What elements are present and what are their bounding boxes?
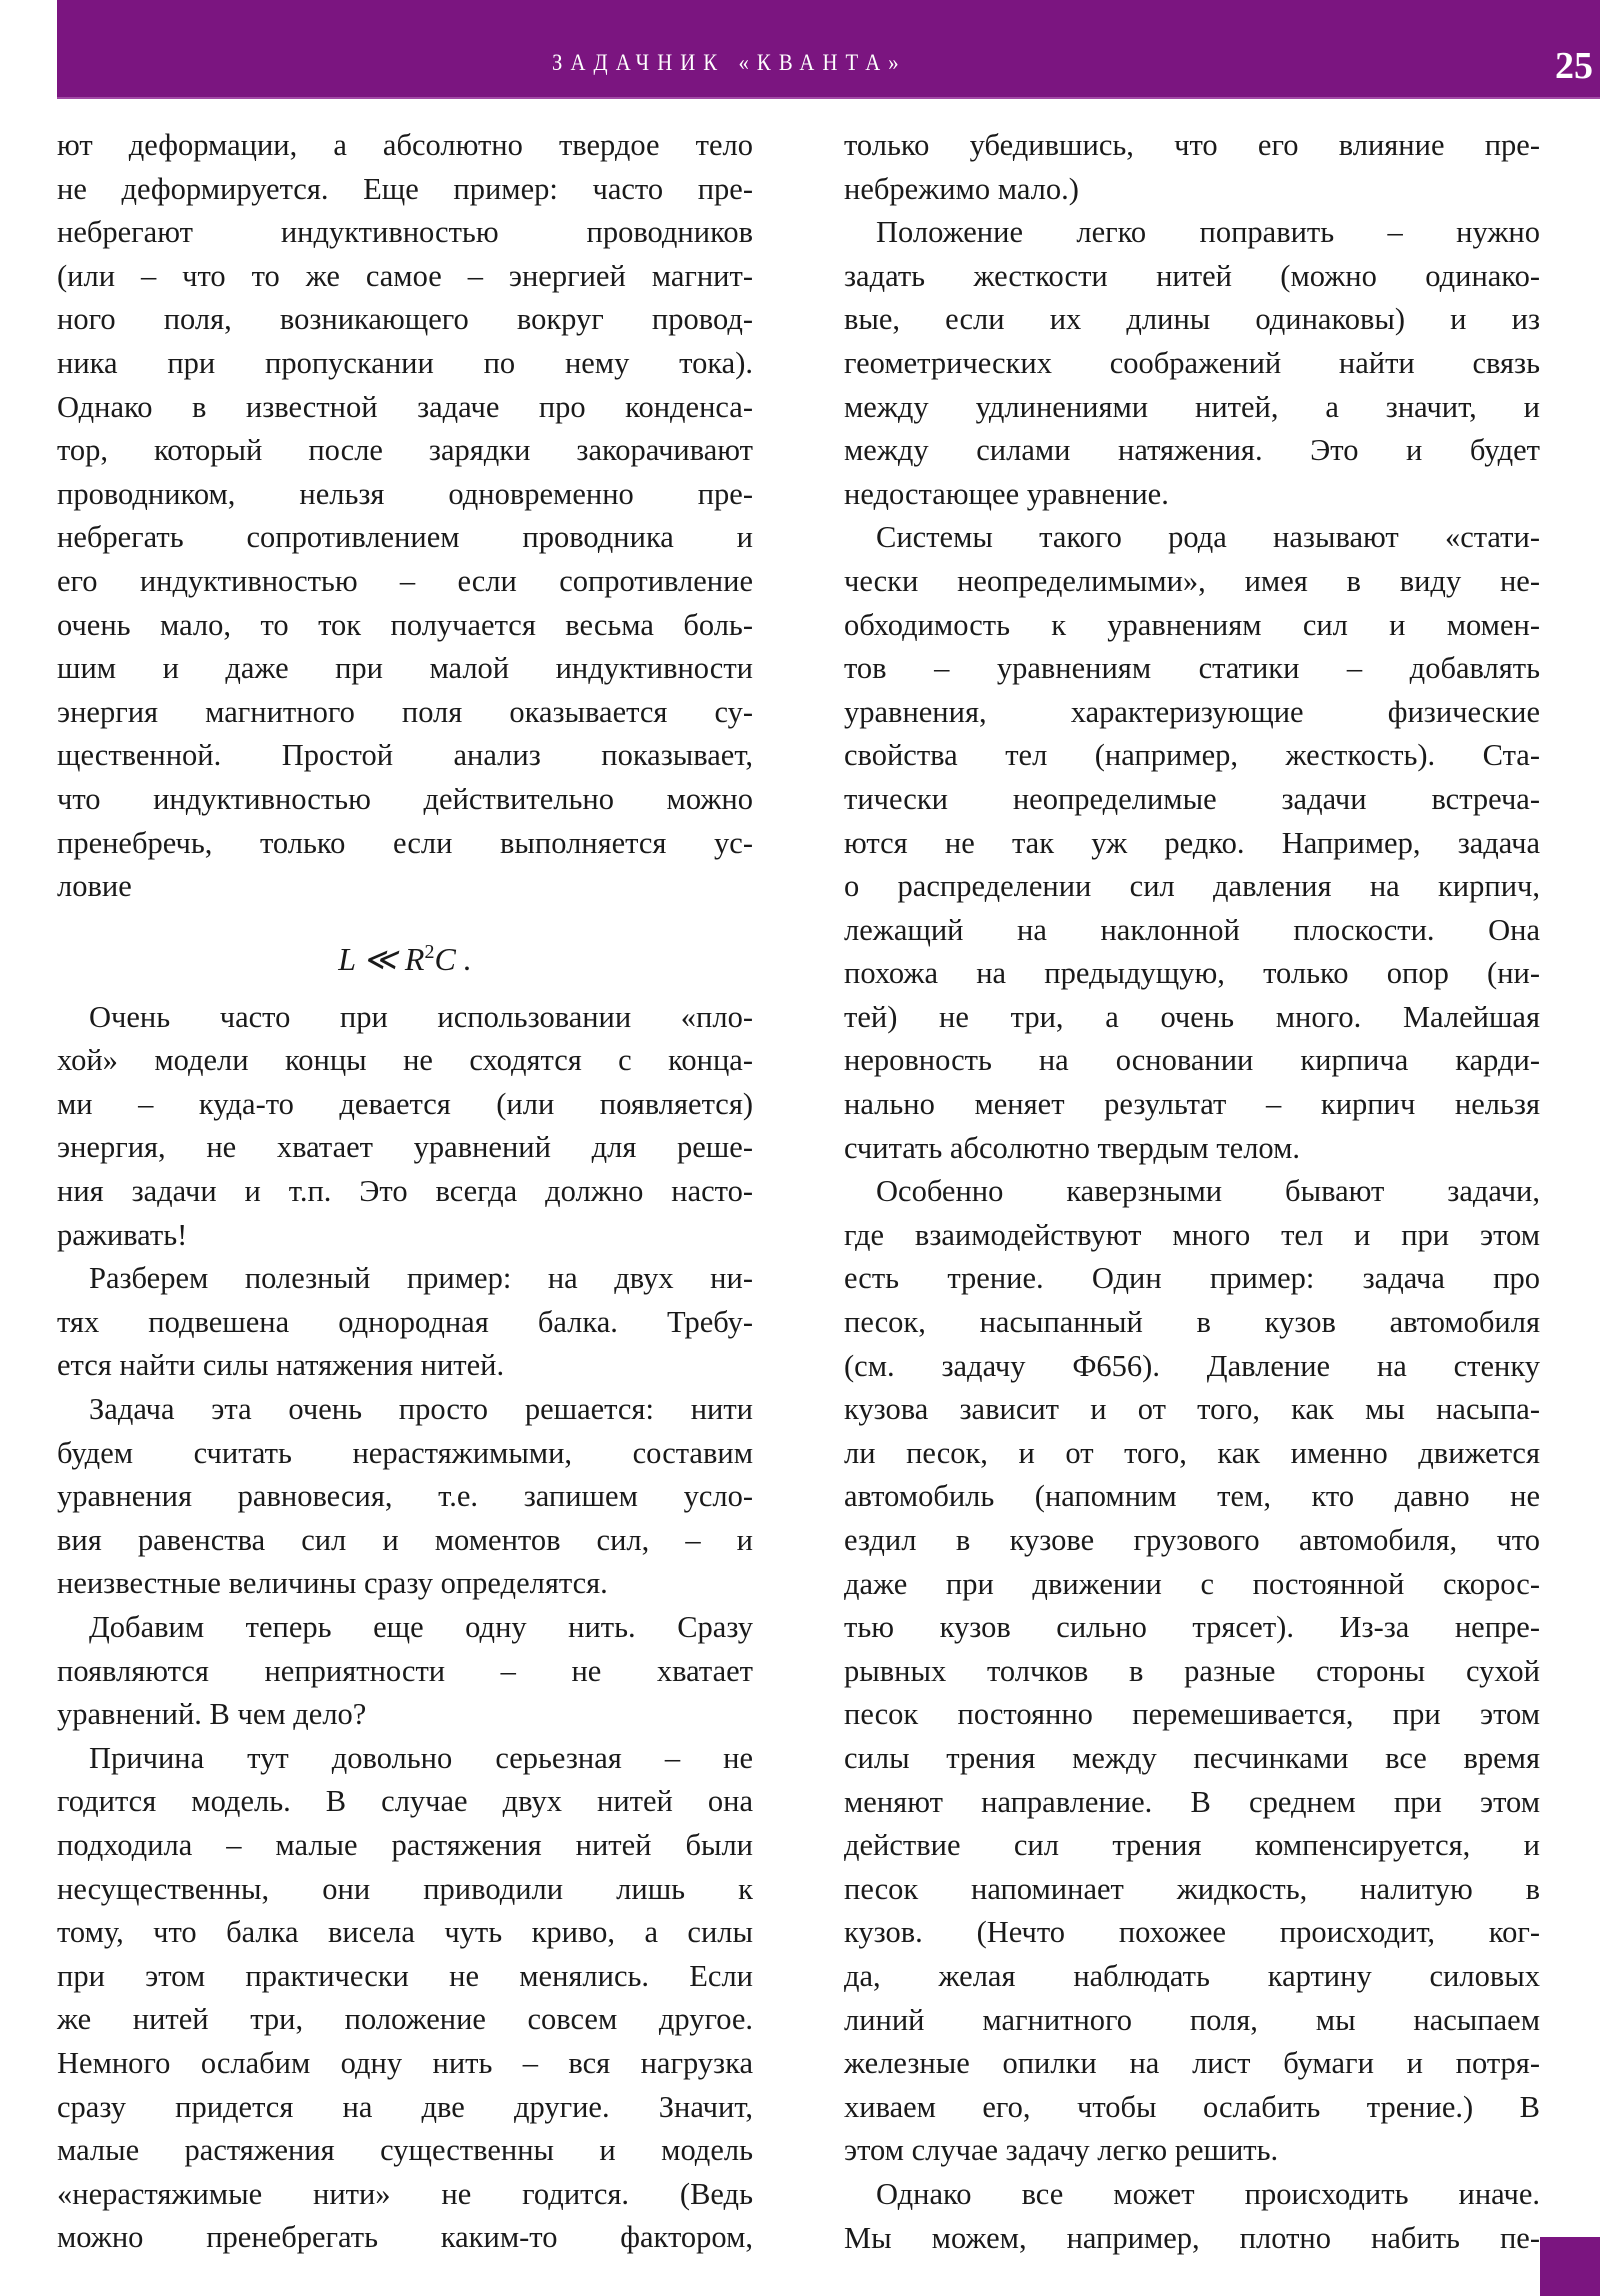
text-line: только убедившись, что его влияние пре- [844,128,1540,162]
text-line: тически неопределимые задачи встреча- [844,781,1540,816]
text-line: малые растяжения существенны и модель [57,2133,753,2168]
text-line: годится модель. В случае двух нитей она [57,1784,753,1819]
text-line: есть трение. Один пример: задача про [844,1261,1540,1296]
text-line: где взаимодействуют много тел и при этом [844,1217,1540,1252]
page-number: 25 [1555,45,1593,87]
text-line: похожа на предыдущую, только опор (ни- [844,956,1540,991]
text-line: шим и даже при малой индуктивности [57,651,753,686]
text-line: считать абсолютно твердым телом. [844,1130,1301,1165]
text-line: меняют направление. В среднем при этом [844,1784,1540,1819]
text-line: хой» модели концы не сходятся с конца- [57,1043,753,1078]
text-line: линий магнитного поля, мы насыпаем [844,2002,1540,2037]
text-line: даже при движении с постоянной скорос- [844,1566,1540,1601]
text-line: небрегают индуктивностью проводников [57,215,753,250]
text-line: тей) не три, а очень много. Малейшая [844,999,1540,1034]
text-line: железные опилки на лист бумаги и потря- [844,2046,1540,2081]
text-line: задать жесткости нитей (можно одинако- [844,258,1540,293]
text-line: Немного ослабим одну нить – вся нагрузка [57,2045,753,2080]
text-line: ми – куда-то девается (или появляется) [57,1086,753,1121]
text-line: (см. задачу Ф656). Давление на стенку [844,1348,1540,1383]
text-line: Однако в известной задаче про конденса- [57,389,753,424]
text-line: при этом практически не менялись. Если [57,1958,753,1993]
text-line: ют деформации, а абсолютно твердое тело [57,128,753,162]
page-corner-marker [1540,2237,1600,2296]
text-line: о распределении сил давления на кирпич, [844,869,1540,904]
paragraph-start-line: Однако все может происходить иначе. [876,2176,1540,2211]
text-line: раживать! [57,1217,188,1252]
text-line: песок постоянно перемешивается, при этом [844,1697,1540,1732]
running-header-band [57,0,1600,99]
text-line: ния задачи и т.п. Это всегда должно насто- [57,1174,753,1209]
paragraph-start-line: Положение легко поправить – нужно [876,215,1540,250]
text-line: можно пренебрегать каким-то фактором, [57,2220,753,2255]
text-line: да, желая наблюдать картину силовых [844,1958,1540,1993]
text-line: ловие [57,869,132,904]
text-line: обходимость к уравнениям сил и момен- [844,607,1540,642]
text-line: нально меняет результат – кирпич нельзя [844,1087,1540,1122]
text-line: уравнений. В чем дело? [57,1697,367,1732]
text-line: сразу придется на две другие. Значит, [57,2089,753,2124]
text-line: подходила – малые растяжения нитей были [57,1827,753,1862]
text-line: небрегать сопротивлением проводника и [57,520,753,555]
text-line: не деформируется. Еще пример: часто пре- [57,171,753,206]
paragraph-start-line: Задача эта очень просто решается: нити [89,1392,753,1427]
text-line: энергия магнитного поля оказывается су- [57,694,753,729]
text-line: автомобиль (напомним тем, кто давно не [844,1479,1540,1514]
text-line: энергия, не хватает уравнений для реше- [57,1130,753,1165]
text-line: пренебречь, только если выполняется ус- [57,825,753,860]
text-line: хиваем его, чтобы ослабить трение.) В [844,2089,1540,2124]
text-line: песок, насыпанный в кузов автомобиля [844,1305,1540,1340]
text-line: свойства тел (например, жесткость). Ста- [844,738,1540,773]
text-line: появляются неприятности – не хватает [57,1653,753,1688]
text-line: ются не так уж редко. Например, задача [844,825,1540,860]
text-line: между силами натяжения. Это и будет [844,433,1540,468]
text-line: «нерастяжимые нити» не годится. (Ведь [57,2176,753,2211]
left-text-column [57,124,753,2260]
text-line: ного поля, возникающего вокруг провод- [57,302,753,337]
text-line: чески неопределимыми», имея в виду не- [844,563,1540,598]
paragraph-start-line: Добавим теперь еще одну нить. Сразу [89,1610,753,1644]
text-line: проводником, нельзя одновременно пре- [57,476,753,511]
text-line: между удлинениями нитей, а значит, и [844,389,1540,424]
text-line: рывных толчков в разные стороны сухой [844,1653,1540,1688]
formula-exponent: 2 [424,940,435,963]
text-line: уравнения равновесия, т.е. запишем усло- [57,1479,753,1514]
text-line: кузов. (Нечто похожее происходит, ког- [844,1915,1540,1950]
text-line: Мы можем, например, плотно набить пе- [844,2220,1540,2255]
text-line: (или – что то же самое – энергией магнит- [57,258,753,293]
text-line: действие сил трения компенсируется, и [844,1828,1540,1863]
paragraph-start-line: Очень часто при использовании «пло- [89,999,753,1034]
text-line: тор, который после зарядки закорачивают [57,433,753,468]
text-line: лежащий на наклонной плоскости. Она [844,912,1540,947]
journal-section-title: ЗАДАЧНИК «КВАНТА» [552,50,907,75]
text-line: небрежимо мало.) [844,171,1079,206]
text-line: щественной. Простой анализ показывает, [57,738,753,773]
text-line: ется найти силы натяжения нитей. [57,1348,505,1383]
text-line: тому, что балка висела чуть криво, а силы [57,1915,753,1950]
text-line: тях подвешена однородная балка. Требу- [57,1304,753,1339]
text-line: вые, если их длины одинаковы) и из [844,302,1540,337]
text-line: ли песок, и от того, как именно движется [844,1435,1540,1470]
text-line: геометрических соображений найти связь [844,345,1540,380]
text-line: будем считать нерастяжимыми, составим [57,1435,753,1470]
display-formula [57,909,753,996]
text-line: неизвестные величины сразу определятся. [57,1566,608,1601]
formula-rest: C . [434,940,472,977]
paragraph-start-line: Системы такого рода называют «стати- [876,520,1540,555]
text-line: песок напоминает жидкость, налитую в [844,1871,1540,1906]
text-line: же нитей три, положение совсем другое. [57,2002,753,2037]
text-line: очень мало, то ток получается весьма боль- [57,607,753,642]
formula-base: R [404,940,425,977]
text-line: тов – уравнениям статики – добавлять [844,651,1540,686]
text-line: силы трения между песчинками все время [844,1740,1540,1775]
formula-relation: ≪ [355,940,405,977]
right-text-column [844,124,1540,2260]
text-line: его индуктивностью – если сопротивление [57,563,753,598]
text-line: ника при пропускании по нему тока). [57,345,753,380]
text-line: тью кузов сильно трясет). Из-за непре- [844,1610,1540,1645]
text-line: вия равенства сил и моментов сил, – и [57,1522,753,1557]
text-line: недостающее уравнение. [844,476,1169,511]
formula-lhs: L [338,940,356,977]
paragraph-start-line: Причина тут довольно серьезная – не [89,1740,753,1775]
paragraph-start-line: Особенно каверзными бывают задачи, [876,1174,1540,1209]
text-line: кузова зависит и от того, как мы насыпа- [844,1392,1540,1427]
text-line: этом случае задачу легко решить. [844,2133,1279,2168]
paragraph-start-line: Разберем полезный пример: на двух ни- [89,1261,753,1296]
text-line: неровность на основании кирпича карди- [844,1043,1540,1078]
text-line: уравнения, характеризующие физические [844,694,1540,729]
text-line: что индуктивностью действительно можно [57,781,753,816]
text-line: ездил в кузове грузового автомобиля, что [844,1523,1540,1557]
text-line: несущественны, они приводили лишь к [57,1871,753,1906]
